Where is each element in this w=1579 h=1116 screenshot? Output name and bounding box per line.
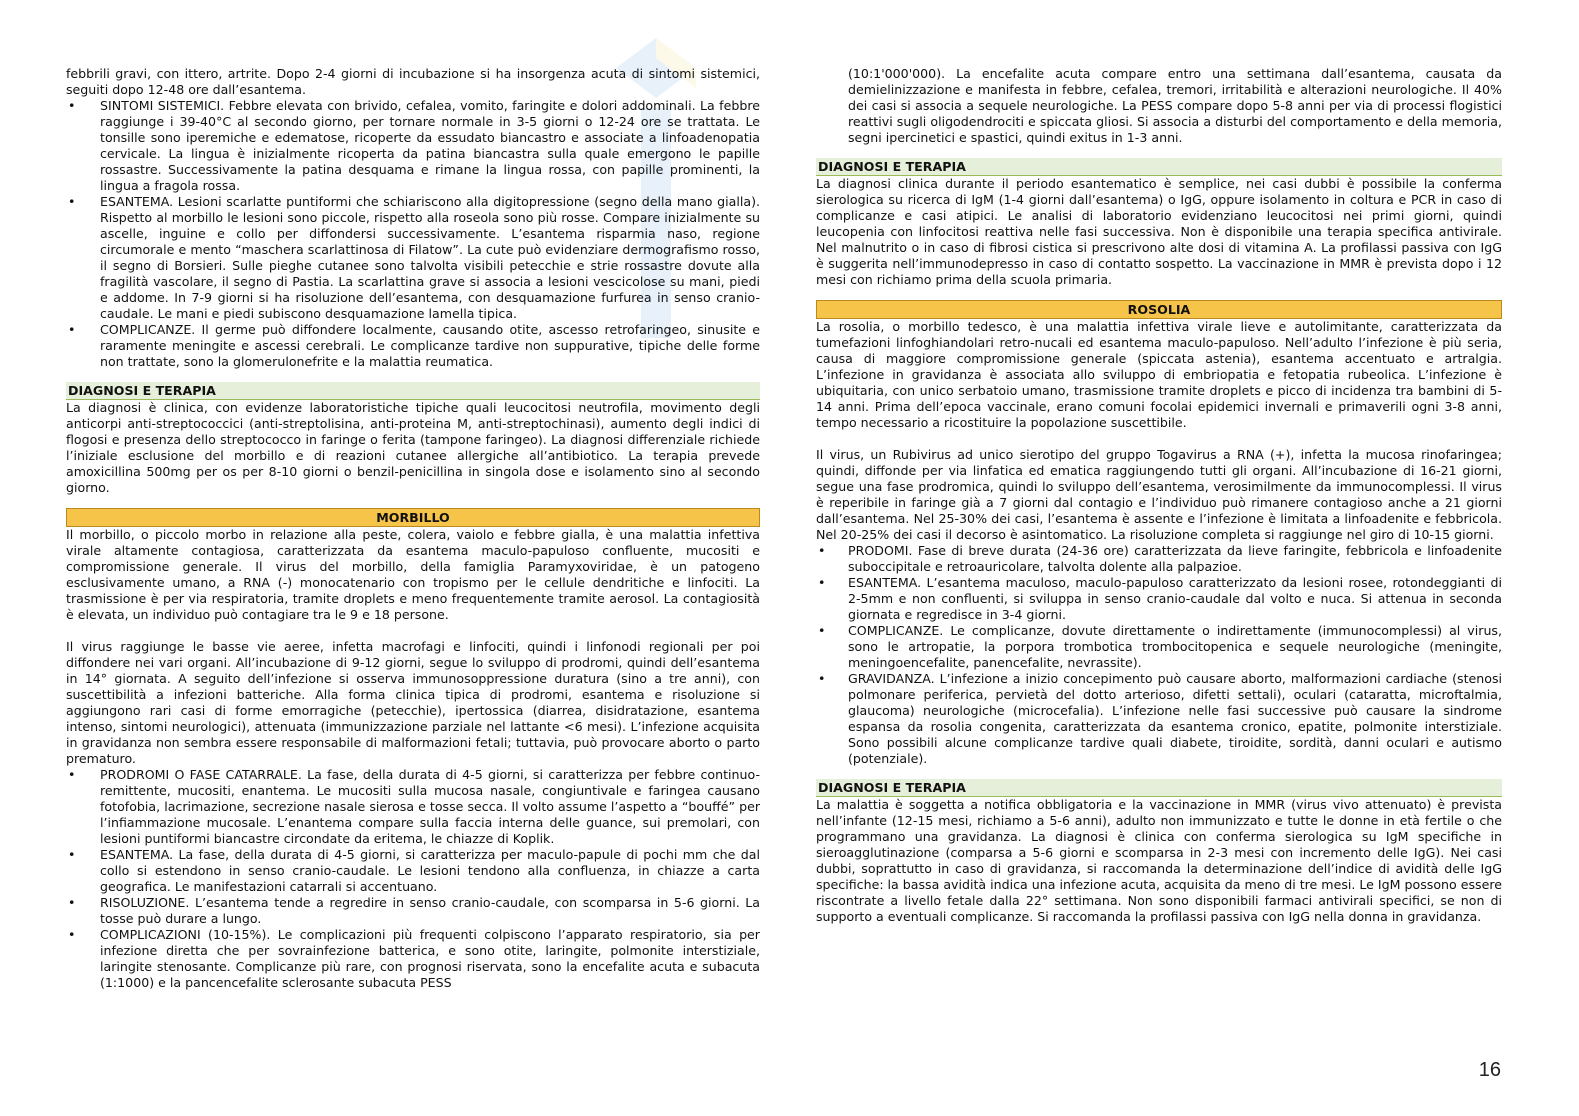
morbillo-phases-list [66,767,760,991]
scarlattina-symptoms-list [66,98,760,370]
left-intro: febbrili gravi, con ittero, artrite. Dopo 2-4 giorni di incubazione si ha insorgenza acuta di sintomi sistemici, seguiti dopo 12-48 ore dall’esantema. [66,66,760,97]
list-item: • ESANTEMA. Lesioni scarlatte puntiformi che schiariscono alla digitopressione (segno della mano gialla). Rispetto al morbillo le lesioni sono piccole, rispetto alla roseola sono più rosse. Compare inizialmente su ascelle, inguine e collo per diffondersi successivamente. L’esantema risparmia naso, regione circumorale e mento “maschera scarlattinosa di Filatow”. La cute può evidenziare dermografismo rosso, il segno di Borsieri. Sulle pieghe cutanee sono talvolta visibili petecchie e strie rossastre dovute alla fragilità vascolare, il segno di Pastia. La scarlattina grave si associa a lesioni vescicolose su mani, piedi e addome. In 7-9 giorni si ha risoluzione dell’esantema, con desquamazione furfurea in senso cranio-caudale. Le mani e piedi subiscono desquamazione lamella tipica. [66,194,760,322]
left-column [66,66,760,991]
list-item: • SINTOMI SISTEMICI. Febbre elevata con brivido, cefalea, vomito, faringite e dolori addominali. La febbre raggiunge i 39-40°C al secondo giorno, per tornare normale in 3-5 giorni o 12-24 ore se trattata. Le tonsille sono iperemiche e edematose, ricoperte da essudato biancastro e associate a linfoadenopatia cervicale. La lingua è inizialmente ricoperta da patina biancastra sulla quale emergono le papille rossastre. Successivamente la patina desquama e rimane la lingua rossa, con papille prominenti, la lingua a fragola rossa. [66,98,760,194]
diagnosi-text: La diagnosi è clinica, con evidenze laboratoristiche tipiche quali leucocitosi neutrofila, movimento degli anticorpi anti-streptococcici (anti-streptolisina, anti-proteina M, anti-streptochinasi), aumento degli indici di flogosi e presenza dello streptococco in faringe o ferita (tampone faringeo). La diagnosi differenziale richiede l’iniziale esclusione del morbillo e di reazioni cutanee allergiche all’antibiotico. La terapia prevede amoxicillina 500mg per os per 8-10 giorni o benzil-penicillina in singola dose e isolamento sino al secondo giorno. [66,400,760,495]
morbillo-paragraph-1: Il morbillo, o piccolo morbo in relazione alla peste, colera, vaiolo e febbre gialla, è una malattia infettiva virale altamente contagiosa, caratterizzata da esantema maculo-papuloso confluente, mucositi e compromissione generale. Il virus del morbillo, della famiglia Paramyxoviridae, è un patogeno esclusivamente umano, a RNA (-) monocatenario con tropismo per le cellule dendritiche e linfociti. La trasmissione è per via respiratoria, tramite droplets e meno frequentemente tramite aerosol. La contagiosità è elevata, un individuo può contagiare tra le 9 e 18 persone. [66,527,760,622]
section-heading-morbillo: MORBILLO [66,508,760,527]
rosolia-paragraph-2: Il virus, un Rubivirus ad unico sierotipo del gruppo Togavirus a RNA (+), infetta la mucosa rinofaringea; quindi, diffonde per via linfatica ed ematica raggiungendo tutti gli organi. All’incubazione di 16-21 giorni, segue una fase prodromica, quindi lo sviluppo dell’esantema, verosimilmente da immunocomplessi. Il virus è reperibile in faringe già a 7 giorni dal contagio e l’individuo può rimanere contagioso anche a 21 giorni dall’esantema. Nel 25-30% dei casi, l’esantema è assente e l’infezione è limitata a linfoadenite e febbricola. Nel 20-25% dei casi il decorso è asintomatico. La risoluzione completa si raggiunge nel giro di 10-15 giorni. [816,447,1502,542]
list-item: • COMPLICANZE. Le complicanze, dovute direttamente o indirettamente (immunocomplessi) al virus, sono le artropatie, la porpora trombotica trombocitopenica e sequele neurologiche (meningite, meningoencefalite, panencefalite, nevrassite). [816,623,1502,671]
list-item: • COMPLICANZE. Il germe può diffondere localmente, causando otite, ascesso retrofaringeo, sinusite e raramente meningite e ascessi cerebrali. Le complicanze tardive non suppurative, tipiche delle forme non trattate, sono la glomerulonefrite e la malattia reumatica. [66,322,760,370]
list-item: • PRODOMI. Fase di breve durata (24-36 ore) caratterizzata da lieve faringite, febbricola e linfoadenite suboccipitale e retroauricolare, talvolta dolente alla palpazioe. [816,543,1502,575]
rosolia-phases-list [816,543,1502,767]
page-number: 16 [1478,1059,1501,1081]
section-heading-diagnosi: DIAGNOSI E TERAPIA [66,382,760,400]
list-item: • RISOLUZIONE. L’esantema tende a regredire in senso cranio-caudale, con scomparsa in 5-6 giorni. La tosse può durare a lungo. [66,895,760,927]
section-heading-diagnosi: DIAGNOSI E TERAPIA [816,779,1502,797]
list-item: • GRAVIDANZA. L’infezione a inizio concepimento può causare aborto, malformazioni cardiache (stenosi polmonare periferica, pervietà del dotto arterioso, difetti settali), oculari (cataratta, microftalmia, glaucoma) neurologiche (microcefalia). L’infezione nelle fasi successive può causare la sindrome espansa da rosolia congenita, caratterizzata da esantema cronico, epatite, polmonite interstiziale. Sono possibili alcune complicanze tardive quali diabete, tiroidite, sordità, danni oculari e autismo (potenziale). [816,671,1502,767]
morbillo-paragraph-2: Il virus raggiunge le basse vie aeree, infetta macrofagi e linfociti, quindi i linfonodi regionali per poi diffondere nei vari organi. All’incubazione di 9-12 giorni, segue lo sviluppo di prodromi, quindi dell’esantema in 14° giornata. A seguito dell’infezione si osserva immunosoppressione duratura (sino a tre anni), con suscettibilità a infezioni batteriche. Alla forma clinica tipica di prodromi, esantema e risoluzione si aggiungono rari casi di forme emorragiche (petecchie), ipertossica (diarrea, disidratazione, esantema intenso, sintomi neurologici), attenuata (immunizzazione parziale nel lattante <6 mesi). L’infezione acquisita in gravidanza non sembra essere responsabile di malformazioni fetali; tuttavia, può provocare aborto o parto prematuro. [66,639,760,766]
morbillo-diagnosi-text: La diagnosi clinica durante il periodo esantematico è semplice, nei casi dubbi è possibile la conferma sierologica su ricerca di IgM (1-4 giorni dall’esantema) o IgG, oppure isolamento in coltura e PCR in caso di complicanze e casi atipici. Le analisi di laboratorio evidenziano leucocitosi nei primi giorni, quindi leucopenia con linfocitosi reattiva nelle fasi successiva. Non è disponibile una terapia specifica antivirale. Nel malnutrito o in caso di fibrosi cistica si prescrivono alte dosi di vitamina A. La profilassi passiva con IgG è suggerita nell’immunodepresso in caso di contatto sospetto. La vaccinazione in MMR è prevista dopo i 12 mesi con richiamo prima della scuola primaria. [816,176,1502,287]
list-item: • PRODROMI O FASE CATARRALE. La fase, della durata di 4-5 giorni, si caratterizza per febbre continuo-remittente, mucositi, enantema. Le mucositi sulla mucosa nasale, congiuntivale e faringea causano fotofobia, lacrimazione, secrezione nasale sierosa e tosse secca. Il volto assume l’aspetto a “bouffé” per l’infiammazione mucosale. L’enantema compare sulla faccia interna delle guance, sui premolari, con lesioni puntiformi biancastre circondate da eritema, le chiazze di Koplik. [66,767,760,847]
section-heading-rosolia: ROSOLIA [816,300,1502,319]
right-column [816,66,1502,925]
rosolia-diagnosi-text: La malattia è soggetta a notifica obbligatoria e la vaccinazione in MMR (virus vivo attenuato) è prevista nell’infante (12-15 mesi, richiamo a 5-6 anni), adulto non immunizzato e tutte le donne in età fertile o che programmano una gravidanza. La diagnosi è clinica con conferma sierologica su IgM specifiche in sieroagglutinazione (comparsa a 5-6 giorni e scomparsa in 2-3 mesi con incremento delle IgG). Nei casi dubbi, soprattutto in caso di gravidanza, si raccomanda la determinazione dell’indice di avidità delle IgG specifiche: la bassa avidità indica una infezione acuta, acquisita da meno di tre mesi. Le IgM possono essere riscontrate a livello fetale dalla 22° settimana. Non sono disponibili farmaci antivirali specifici, se non di supporto a eventuali complicanze. Si raccomanda la profilassi passiva con IgG nella donna in gravidanza. [816,797,1502,924]
rosolia-paragraph-1: La rosolia, o morbillo tedesco, è una malattia infettiva virale lieve e autolimitante, caratterizzata da tumefazioni linfoghiandolari retro-nucali ed esantema maculo-papuloso. Nell’adulto l’infezione è più seria, causa di maggiore compromissione generale (spiccata astenia), esantema accentuato e artralgia. L’infezione in gravidanza è associata allo sviluppo di embriopatia e fetopatia rubeolica. L’infezione è ubiquitaria, con unico serbatoio umano, trasmissione tramite droplets e picco di incidenza tra bambini di 5-14 anni. Prima dell’epoca vaccinale, erano comuni focolai epidemici invernali e primaverili ogni 3-8 anni, tempo necessario a ricostituire la popolazione suscettibile. [816,319,1502,430]
list-item: • ESANTEMA. La fase, della durata di 4-5 giorni, si caratterizza per maculo-papule di pochi mm che dal collo si estendono in senso cranio-caudale. Le lesioni tendono alla confluenza, in chiazze a carta geografica. Le manifestazioni catarrali si accentuano. [66,847,760,895]
list-item: • COMPLICAZIONI (10-15%). Le complicazioni più frequenti colpiscono l’apparato respiratorio, sia per infezione diretta che per sovrainfezione batterica, e sono otite, laringite, polmonite interstiziale, laringite stenosante. Complicanze più rare, con prognosi riservata, sono la encefalite acuta e subacuta (1:1000) e la pancencefalite sclerosante subacuta PESS [66,927,760,991]
section-heading-diagnosi: DIAGNOSI E TERAPIA [816,158,1502,176]
list-item: • ESANTEMA. L’esantema maculoso, maculo-papuloso caratterizzato da lesioni rosee, rotondeggianti di 2-5mm e non confluenti, si sviluppa in senso cranio-caudale dal volto e nuca. Si attenua in seconda giornata e regredisce in 3-4 giorni. [816,575,1502,623]
pess-continuation: (10:1'000'000). La encefalite acuta compare entro una settimana dall’esantema, causata da demielinizzazione e manifesta in febbre, cefalea, tremori, irritabilità e alterazioni neurologiche. Il 40% dei casi si associa a sequele neurologiche. La PESS compare dopo 5-8 anni per via di processi flogistici reattivi sugli oligodendrociti e spiccata gliosi. Si associa a disturbi del comportamento e della memoria, segni ipercinetici e spastici, quindi exitus in 1-3 anni. [848,66,1502,145]
